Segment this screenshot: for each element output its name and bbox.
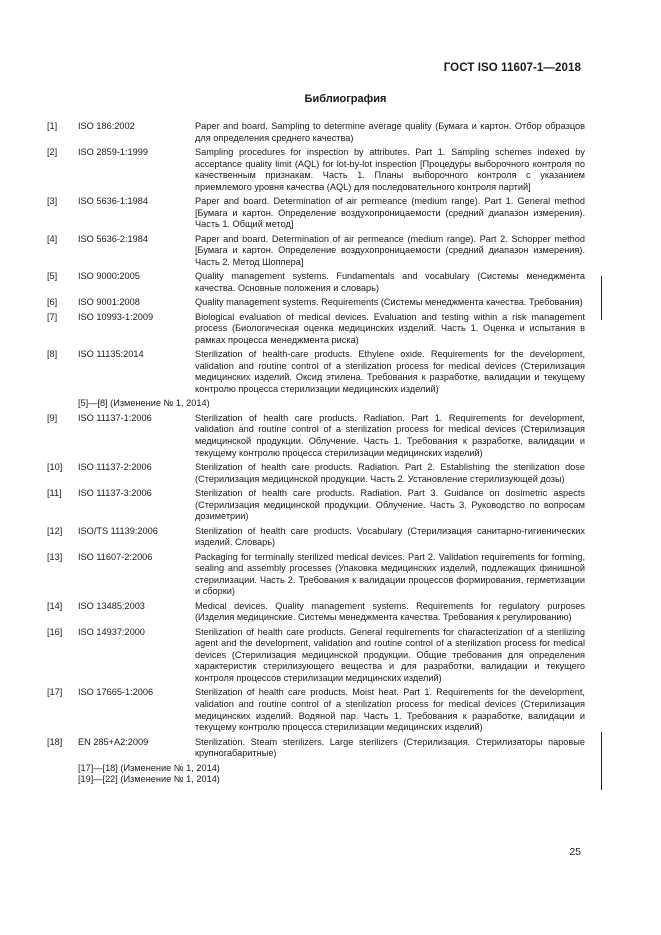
standard-code: ISO 11137-2:2006 <box>78 462 152 472</box>
reference-number: [11] <box>47 487 62 498</box>
reference-number: [7] <box>47 311 58 322</box>
reference-number: [8] <box>47 349 58 360</box>
reference-number: [6] <box>47 297 58 308</box>
bibliography-entry <box>47 312 585 347</box>
reference-title: Sterilization of health care products. Radiation. Part 3. Guidance on dosimetric aspects (Стерилизация медицинской продукции. Облучение. Часть 3. Руководство по вопросам дозиметрии) <box>195 487 585 522</box>
standard-code: ISO 2859-1:1999 <box>78 146 148 157</box>
standard-code: ISO 5636-1:1984 <box>78 196 148 207</box>
reference-number: [14] <box>47 600 63 611</box>
bibliography-entry <box>47 552 585 598</box>
standard-code: ISO 9000:2005 <box>78 271 140 282</box>
change-bar-1 <box>601 276 602 320</box>
bibliography-entry <box>47 687 585 733</box>
reference-title: Sterilization of health-care products. Ethylene oxide. Requirements for the development, validation and routine control of a sterilization process for medical devices (Стерилизация медицинских изделий. Оксид этилена. Требования к разработке, валидации и текущему контролю процесса стерилизации медицинских изделий) <box>195 349 585 395</box>
standard-code: ISO 17665-1:2006 <box>78 687 154 698</box>
reference-number: [17] <box>47 687 63 698</box>
reference-number: [16] <box>47 626 63 637</box>
bibliography-entry <box>47 349 585 395</box>
bibliography-entry <box>47 526 585 549</box>
reference-number: [1] <box>47 121 58 131</box>
bibliography-entry <box>47 271 585 294</box>
standard-code: ISO 5636-2:1984 <box>78 233 148 244</box>
reference-number: [4] <box>47 233 58 244</box>
reference-title: Medical devices. Quality management systems. Requirements for regulatory purposes (Изделия медицинские. Системы менеджмента качества. Требования к регулированию) <box>195 600 585 623</box>
bibliography-entry <box>47 297 585 309</box>
reference-number: [12] <box>47 525 63 536</box>
bibliography-entry <box>47 627 585 685</box>
standard-code: ISO 13485:2003 <box>78 600 145 611</box>
reference-number: [3] <box>47 196 58 207</box>
standard-code: ISO 9001:2008 <box>78 297 140 308</box>
reference-title: Packaging for terminally sterilized medical devices. Part 2. Validation requirements for forming, sealing and assembly processes (Упаковка медицинских изделий, подлежащих финишной стерилизации. Часть 2. Требования к валидации процессов формирования, герметизации и сборки) <box>195 551 585 597</box>
page-title: Библиография <box>304 93 387 105</box>
amendment-note: [19]—[22] (Изменение № 1, 2014) <box>78 774 220 785</box>
bibliography-list <box>47 121 585 786</box>
bibliography-entry <box>47 413 585 459</box>
bibliography-entry <box>47 488 585 523</box>
reference-number: [5] <box>47 271 58 282</box>
reference-title: Quality management systems. Fundamentals and vocabulary (Системы менеджмента качества. Основные положения и словарь) <box>195 271 585 293</box>
standard-code: ISO 10993-1:2009 <box>78 311 154 322</box>
reference-title: Biological evaluation of medical devices. Evaluation and testing within a risk management process (Биологическая оценка медицинских изделий. Часть 1. Оценка и испытания в рамках процесса менеджмента риска) <box>195 311 585 345</box>
bibliography-entry <box>47 196 585 231</box>
bibliography-entry <box>47 147 585 193</box>
reference-number: [10] <box>47 462 63 472</box>
reference-title: Sterilization of health care products. Radiation. Part 1. Requirements for development, validation and routine control of a sterilization process for medical devices (Стерилизация медицинской продукции. Облучение. Часть 1. Требования к разработке, валидации и текущему контролю процесса стерилизации медицинских изделий) <box>195 412 585 458</box>
reference-title: Sterilization of health care products. Moist heat. Part 1. Requirements for the development, validation and routine control of a sterilization process for medical devices (Стерилизация медицинских изделий. Водяной пар. Часть 1. Требования к разработке, валидации и текущему контролю процесса стерилизации медицинских изделий) <box>195 687 585 733</box>
standard-code: ISO/TS 11139:2006 <box>78 525 158 536</box>
reference-title: Sterilization of health care products. Vocabulary (Стерилизация санитарно-гигиенических изделий. Словарь) <box>195 525 585 548</box>
standard-code: ISO 11137-1:2006 <box>78 412 152 423</box>
standard-code: EN 285+A2:2009 <box>78 736 149 747</box>
reference-title: Sterilization of health care products. General requirements for characterization of a sterilizing agent and the development, validation and routine control of a sterilization process for medical devices (Стерилизация медицинской продукции. Общие требования для определения характеристик стерилизующего вещества и для разработки, валидации и текущего контроля процессов стерилизации медицинских изделий) <box>195 626 585 684</box>
standard-code: ISO 14937:2000 <box>78 626 145 637</box>
change-bar-2 <box>601 732 602 790</box>
bibliography-entry <box>47 234 585 269</box>
document-code-header: ГОСТ ISO 11607-1—2018 <box>443 62 581 74</box>
reference-title: Quality management systems. Requirements (Системы менеджмента качества. Требования) <box>195 297 583 308</box>
bibliography-entry <box>47 601 585 624</box>
reference-title: Paper and board. Determination of air permeance (medium range). Part 2. Schopper method [Бумага и картон. Определение воздухопроницаемости (средний диапазон измерения). Часть 2. Метод Шоппера] <box>195 233 585 267</box>
page-number: 25 <box>569 846 581 858</box>
amendment-note: [17]—[18] (Изменение № 1, 2014) <box>78 762 220 773</box>
standard-code: ISO 186:2002 <box>78 121 135 131</box>
standard-code: ISO 11137-3:2006 <box>78 487 152 498</box>
bibliography-entry <box>47 462 585 485</box>
reference-title: Sterilization of health care products. Radiation. Part 2. Establishing the sterilization dose (Стерилизация медицинской продукции. Часть 2. Установление стерилизующей дозы) <box>195 462 585 484</box>
standard-code: ISO 11607-2:2006 <box>78 551 153 562</box>
bibliography-entry <box>47 737 585 760</box>
bibliography-entry <box>47 121 585 144</box>
reference-title: Sterilization. Steam sterilizers. Large sterilizers (Стерилизация. Стерилизаторы паровые крупногабаритные) <box>195 736 585 759</box>
reference-title: Paper and board. Sampling to determine average quality (Бумага и картон. Отбор образцов для определения среднего качества) <box>195 121 585 143</box>
amendment-note: [5]—[8] (Изменение № 1, 2014) <box>78 398 210 409</box>
reference-title: Paper and board. Determination of air permeance (medium range). Part 1. General method [Бумага и картон. Определение воздухопроницаемости (средний диапазон измерения). Часть 1. Общий метод] <box>195 196 585 230</box>
reference-number: [13] <box>47 551 63 562</box>
standard-code: ISO 11135:2014 <box>78 349 144 360</box>
reference-number: [18] <box>47 736 63 747</box>
reference-number: [2] <box>47 146 58 157</box>
reference-title: Sampling procedures for inspection by attributes. Part 1. Sampling schemes indexed by acceptance quality limit (AQL) for lot-by-lot inspection [Процедуры выборочного контроля по качественным признакам. Часть 1. Планы выборочного контроля с указанием приемлемого уровня качества (AQL) для последовательного контроля партий] <box>195 146 585 192</box>
reference-number: [9] <box>47 412 58 423</box>
